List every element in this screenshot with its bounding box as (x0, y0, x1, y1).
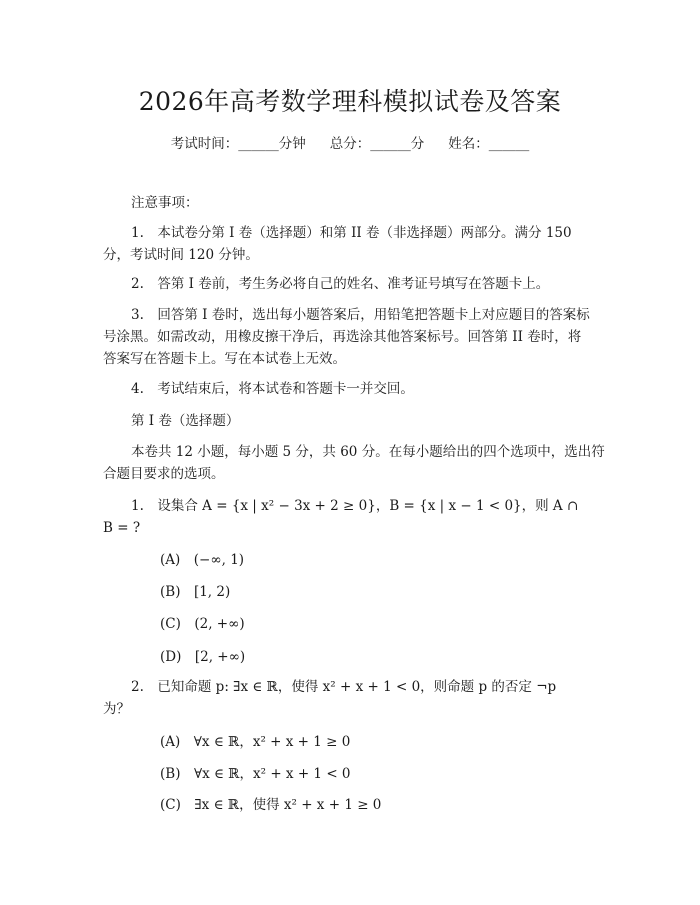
question-2-option-b[interactable]: (B) ∀x ∈ ℝ，x² + x + 1 < 0 (160, 766, 351, 782)
question-1-option-b[interactable]: (B) [1, 2) (160, 584, 231, 600)
notice-item-1: 1. 本试卷分第 I 卷（选择题）和第 II 卷（非选择题）两部分。满分 150 分，考试时间 120 分钟。 (103, 225, 572, 263)
exam-time-field: 考试时间：______分钟 (170, 136, 306, 152)
question-1-option-d[interactable]: (D) [2, +∞) (160, 649, 246, 665)
question-2-option-a[interactable]: (A) ∀x ∈ ℝ，x² + x + 1 ≥ 0 (160, 734, 351, 750)
name-field: 姓名：______ (448, 136, 530, 152)
question-1-option-a[interactable]: (A) (−∞, 1) (160, 552, 245, 568)
total-score-field: 总分：______分 (329, 136, 425, 152)
notice-item-4: 4. 考试结束后，将本试卷和答题卡一并交回。 (131, 381, 414, 397)
section-instructions: 本卷共 12 小题，每小题 5 分，共 60 分。在每小题给出的四个选项中，选出符 合题目要求的选项。 (103, 444, 605, 482)
section-heading: 第 I 卷（选择题） (131, 413, 240, 429)
exam-info-bar (0, 132, 700, 152)
question-2: 2. 已知命题 p: ∃x ∈ ℝ，使得 x² + x + 1 < 0，则命题 p 的否定 ¬p 为？ (103, 679, 557, 717)
page-title: 2026年高考数学理科模拟试卷及答案 (138, 87, 562, 116)
question-1-option-c[interactable]: (C) (2, +∞) (160, 616, 245, 632)
question-2-option-c[interactable]: (C) ∃x ∈ ℝ，使得 x² + x + 1 ≥ 0 (160, 797, 382, 813)
notice-item-3: 3. 回答第 I 卷时，选出每小题答案后，用铅笔把答题卡上对应题目的答案标 号涂黑。如需改动，用橡皮擦干净后，再选涂其他答案标号。回答第 II 卷时，将 答案写在答题卡上。写在本试卷上无效。 (103, 307, 590, 367)
notice-item-2: 2. 答第 I 卷前，考生务必将自己的姓名、准考证号填写在答题卡上。 (131, 276, 550, 292)
question-1: 1. 设集合 A = {x | x² − 3x + 2 ≥ 0}，B = {x | x − 1 < 0}，则 A ∩ B = ? (103, 498, 579, 536)
notice-heading: 注意事项： (131, 195, 199, 211)
